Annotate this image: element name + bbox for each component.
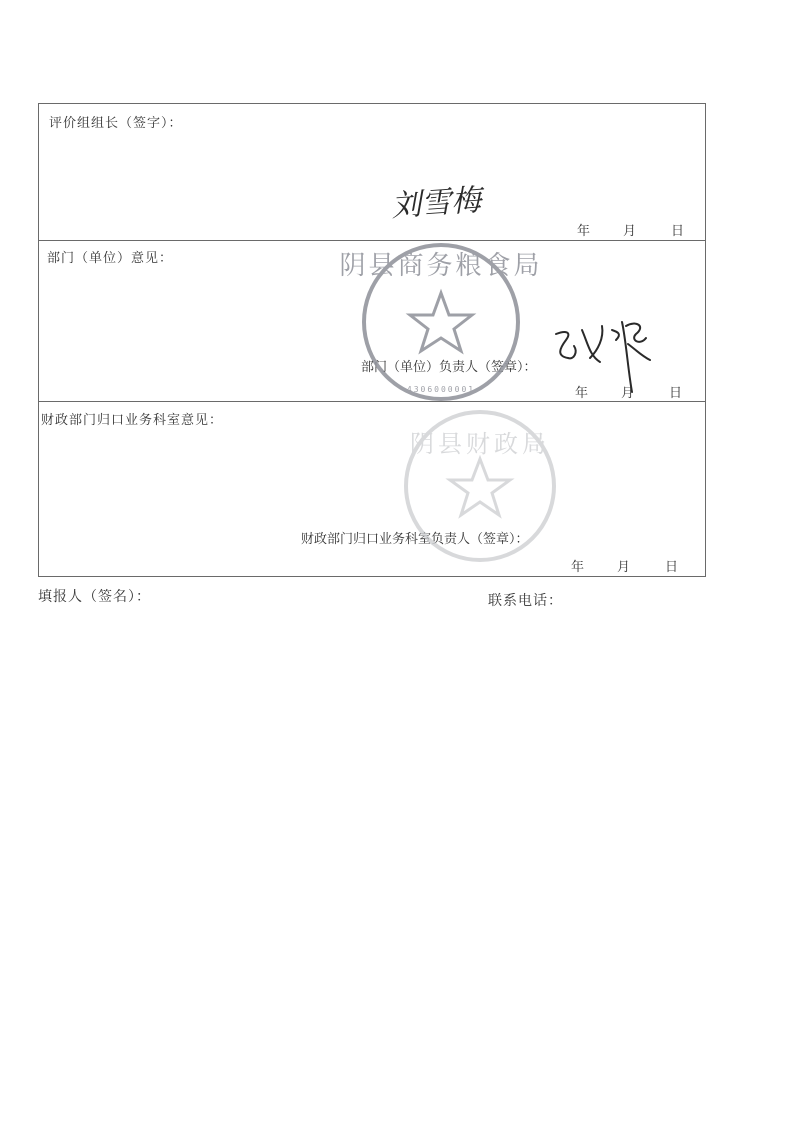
seal-star-icon [410,293,472,351]
department-seal-text: 阴县商务粮食局 [339,251,543,281]
department-date-year: 年 [575,386,589,401]
department-date-day: 日 [669,386,683,401]
finance-date-year: 年 [571,560,585,575]
leader-label: 评价组组长（签字）： [49,116,183,131]
finance-seal-star-icon [450,459,510,515]
filler-label: 填报人（签名）： [38,589,151,605]
department-seal-number: 4306000001 [406,385,476,394]
leader-date-day: 日 [671,224,685,239]
finance-signer-label: 财政部门归口业务科室负责人（签章）： [301,532,529,547]
department-seal [339,245,542,399]
leader-date-year: 年 [577,224,591,239]
finance-seal-text: 阴县财政局 [410,430,550,458]
department-handwritten-signature [556,322,650,392]
department-date-month: 月 [621,386,635,401]
finance-date-day: 日 [665,560,679,575]
finance-seal [406,412,554,560]
leader-date-month: 月 [623,224,637,239]
department-label: 部门（单位）意见： [47,251,174,266]
leader-signature: 刘雪梅 [390,182,483,225]
department-signer-label: 部门（单位）负责人（签章）： [361,360,537,375]
finance-date-month: 月 [617,560,631,575]
finance-label: 财政部门归口业务科室意见： [41,413,224,428]
phone-label: 联系电话： [488,593,563,609]
